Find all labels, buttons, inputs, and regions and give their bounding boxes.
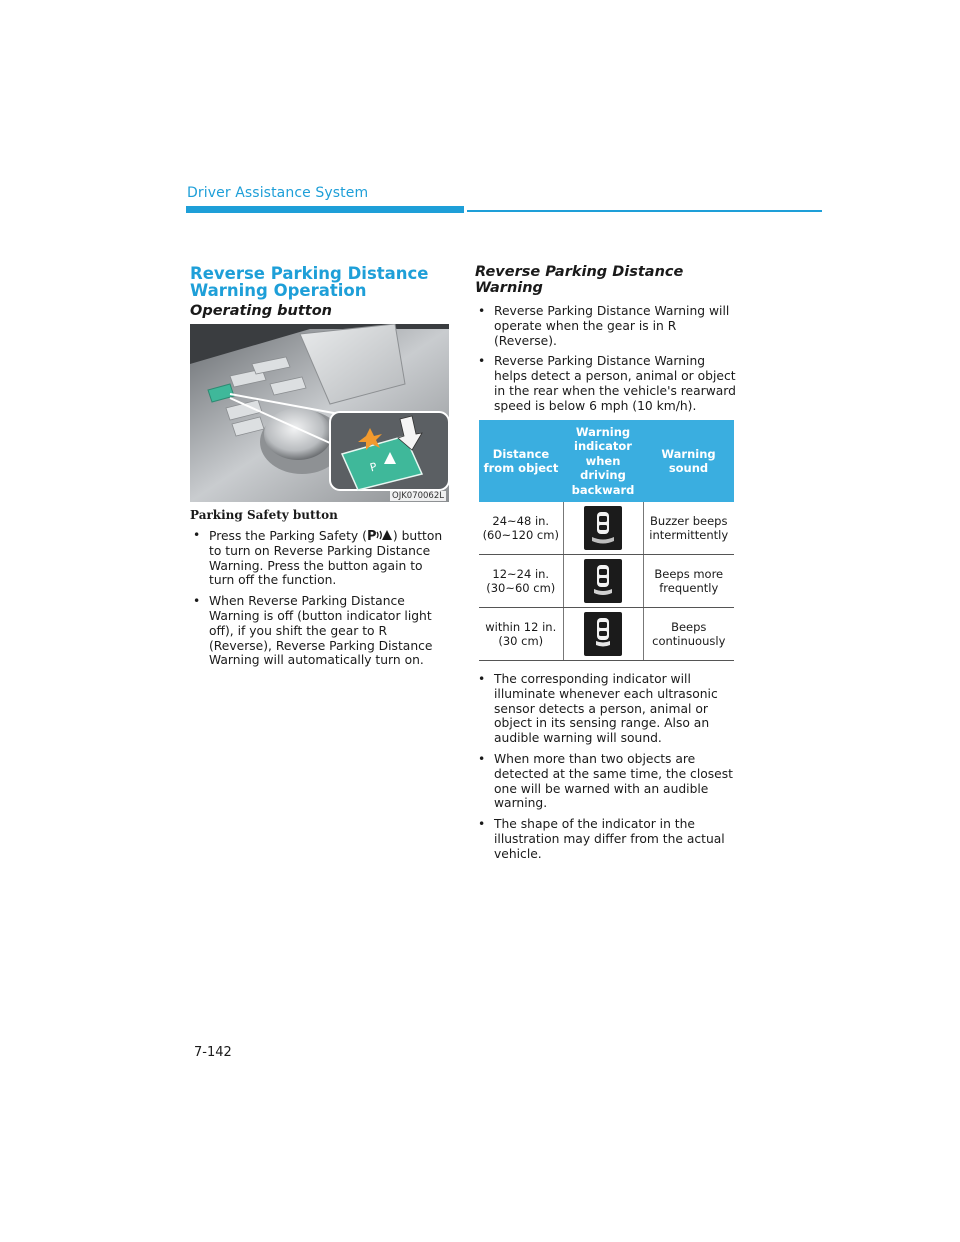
table-row <box>479 608 734 661</box>
header-distance: Distance from object <box>479 420 563 502</box>
running-header: Driver Assistance System <box>187 185 369 201</box>
car-indicator-icon <box>584 612 622 656</box>
gear-knob <box>264 408 332 460</box>
sound-cell: Beeps more frequently <box>643 555 734 608</box>
list-item: • When Reverse Parking Distance Warning is off (button indicator light off), if you shift the gear to R (Reverse), Reverse Parking Distance Warning will automatically turn on. <box>193 594 433 668</box>
list-item: • Reverse Parking Distance Warning helps detect a person, animal or object in the rear when the vehicle's rearward speed is below 6 mph (10 km/h). <box>478 354 736 413</box>
distance-cell: within 12 in. (30 cm) <box>479 608 563 661</box>
list-item: • When more than two objects are detected at the same time, the closest one will be warned with an audible warning. <box>478 751 733 811</box>
car-indicator-icon <box>584 506 622 550</box>
list-item: • Press the Parking Safety ( P ) button to turn on Reverse Parking Distance Warning. Press the button again to turn off the function. <box>193 528 443 588</box>
figure-code: OJK070062L <box>392 491 444 501</box>
svg-text:P: P <box>366 529 377 542</box>
table-row <box>479 502 734 555</box>
header-sound: Warning sound <box>643 420 734 502</box>
header-rule-thin <box>467 210 822 212</box>
left-column-heading <box>190 265 450 319</box>
distance-cell: 12~24 in. (30~60 cm) <box>479 555 563 608</box>
indicator-cell <box>563 502 643 555</box>
table-header-row <box>479 420 734 502</box>
right-bullet-list <box>475 672 737 868</box>
right-section-title: Reverse Parking Distance Warning <box>475 264 684 296</box>
section-title <box>190 265 450 299</box>
section-title-line-2: Warning Operation <box>190 281 367 300</box>
warning-table <box>479 420 734 661</box>
operating-button-figure <box>190 324 449 502</box>
list-item: • The shape of the indicator in the illustration may differ from the actual vehicle. <box>478 817 725 861</box>
header-indicator: Warning indicator when driving backward <box>563 420 643 502</box>
indicator-cell <box>563 555 643 608</box>
right-column <box>475 264 737 420</box>
indicator-cell <box>563 608 643 661</box>
header-rule-thick <box>186 206 464 213</box>
left-bullet-list <box>190 528 450 674</box>
svg-text:P: P <box>368 460 379 475</box>
parking-safety-icon <box>367 528 393 542</box>
page-number: 7-142 <box>194 1045 232 1060</box>
sound-cell: Beeps continuously <box>643 608 734 661</box>
sub-title: Operating button <box>190 303 332 319</box>
car-indicator-icon <box>584 559 622 603</box>
sound-cell: Buzzer beeps intermittently <box>643 502 734 555</box>
section-title-line-1: Reverse Parking Distance <box>190 264 429 283</box>
figure-caption: Parking Safety button <box>190 508 338 522</box>
list-item: • The corresponding indicator will illuminate whenever each ultrasonic sensor detects a person, animal or object in its sensing range. Also an audible warning will sound. <box>478 672 718 746</box>
console-illustration <box>190 324 449 502</box>
table-row <box>479 555 734 608</box>
list-item: • Reverse Parking Distance Warning will operate when the gear is in R (Reverse). <box>478 304 730 348</box>
distance-cell: 24~48 in. (60~120 cm) <box>479 502 563 555</box>
